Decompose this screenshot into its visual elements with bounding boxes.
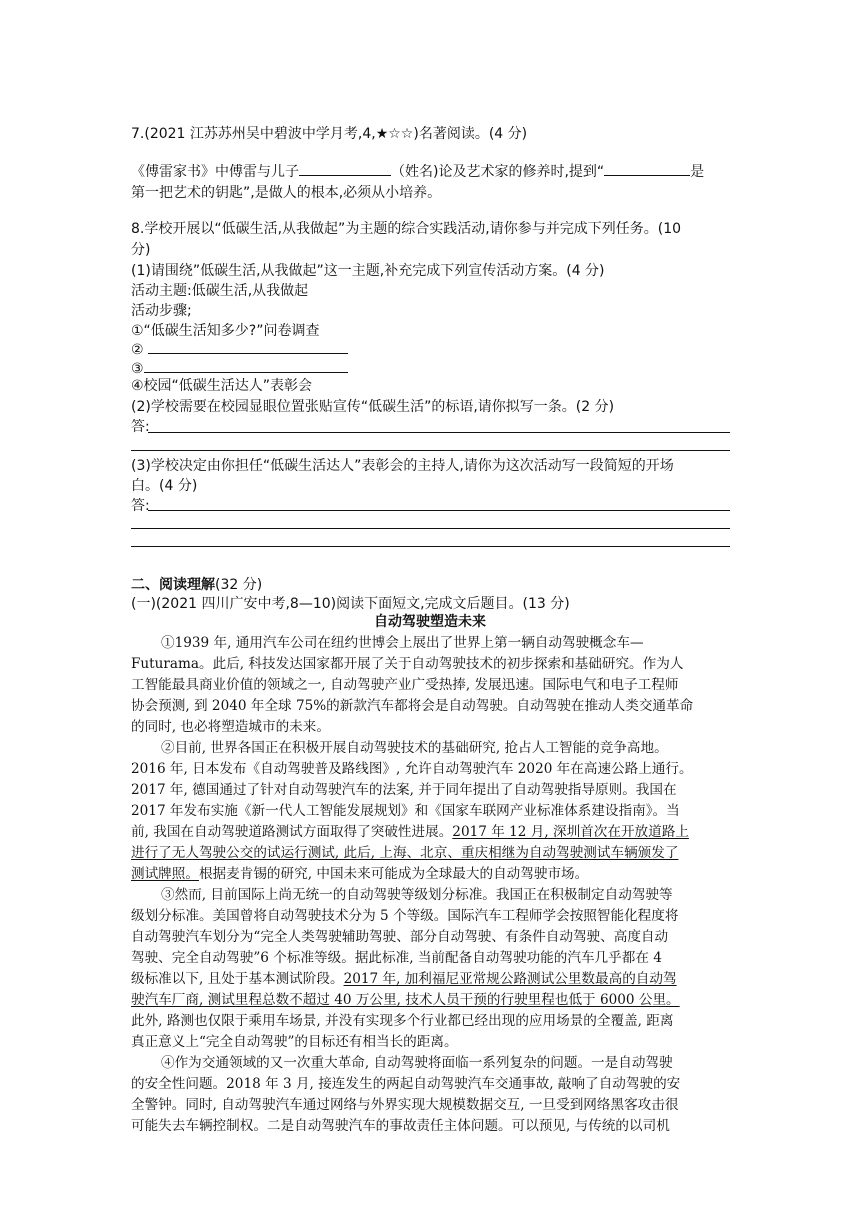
q8-steps-label: 活动步骤; xyxy=(131,303,192,319)
p3-line-4: 驾驶、完全自动驾驶”6 个标准等级。据此标准, 当前配备自动驾驶功能的汽车几乎都在 4 xyxy=(131,950,662,966)
p2-line-5-underlined: 2017 年 12 月, 深圳首次在开放道路上 xyxy=(452,824,689,840)
q8-step-3-label: ③ xyxy=(131,361,144,377)
p1-line-4: 协会预测, 到 2040 年全球 75%的新款汽车都将会是自动驾驶。自动驾驶在推动人类交通革命 xyxy=(131,698,694,714)
q7-line-1 xyxy=(131,161,704,182)
q8-heading-1: 8.学校开展以“低碳生活,从我做起”为主题的综合实践活动,请你参与并完成下列任务。(10 xyxy=(131,221,682,237)
p2-line-7-underlined: 测试牌照。 xyxy=(131,866,199,882)
q7-heading: 7.(2021 江苏苏州吴中碧波中学月考,4,★☆☆)名著阅读。(4 分) xyxy=(131,126,528,142)
q8-answer-2-line-2 xyxy=(131,528,730,529)
p4-line-3: 全警钟。同时, 自动驾驶汽车通过网络与外界实现大规模数据交互, 一旦受到网络黑客攻击很 xyxy=(131,1097,679,1113)
q8-answer-2-label: 答: xyxy=(131,498,150,514)
section-2-score: (32 分) xyxy=(215,577,263,593)
q8-step-2-label: ② xyxy=(131,342,144,358)
q7-blank-name xyxy=(299,161,391,176)
p2-line-3: 2017 年, 德国通过了针对自动驾驶汽车的法案, 并于同年提出了自动驾驶指导原则。我国在 xyxy=(131,782,677,798)
p3-line-5-text: 级标准以下, 且处于基本测试阶段。 xyxy=(131,971,344,987)
q8-step-3-blank xyxy=(144,358,348,373)
p3-line-2: 级划分标准。美国曾将自动驾驶技术分为 5 个等级。国际汽车工程师学会按照智能化程度将 xyxy=(131,908,679,924)
p3-line-3: 自动驾驶汽车划分为“完全人类驾驶辅助驾驶、部分自动驾驶、有条件自动驾驶、高度自动 xyxy=(131,929,669,945)
q8-part-2: (2)学校需要在校园显眼位置张贴宣传“低碳生活”的标语,请你拟写一条。(2 分) xyxy=(131,399,615,415)
p1-line-3: 工智能最具商业价值的领域之一, 自动驾驶产业广受热捧, 发展迅速。国际电气和电子工程师 xyxy=(131,677,679,693)
q8-step-4: ④校园“低碳生活达人”表彰会 xyxy=(131,378,313,394)
p3-line-8: 真正意义上“完全自动驾驶”的目标还有相当长的距离。 xyxy=(131,1034,458,1050)
q8-step-2 xyxy=(131,339,348,360)
q8-answer-1-label: 答: xyxy=(131,419,150,435)
q8-answer-1-line-1 xyxy=(148,432,730,433)
p1-line-5: 的同时, 也必将塑造城市的未来。 xyxy=(131,719,330,735)
q8-heading-2: 分) xyxy=(131,242,151,258)
section-2-heading xyxy=(131,575,262,595)
p4-line-2: 的安全性问题。2018 年 3 月, 接连发生的两起自动驾驶汽车交通事故, 敲响了自动驾驶的安 xyxy=(131,1076,681,1092)
section-2-title: 二、阅读理解 xyxy=(131,577,215,593)
p2-line-7 xyxy=(131,864,588,884)
q8-part-3-b: 白。(4 分) xyxy=(131,478,198,494)
q8-theme: 活动主题:低碳生活,从我做起 xyxy=(131,283,309,299)
p2-line-2: 2016 年, 日本发布《自动驾驶普及路线图》, 允许自动驾驶汽车 2020 年在高速公路上通行。 xyxy=(131,761,693,777)
p3-line-1: ③然而, 目前国际上尚无统一的自动驾驶等级划分标准。我国正在积极制定自动驾驶等 xyxy=(161,887,673,903)
p1-line-2: Futurama。此后, 科技发达国家都开展了关于自动驾驶技术的初步探索和基础研究。作为人 xyxy=(131,656,684,672)
p2-line-4: 2017 年发布实施《新一代人工智能发展规划》和《国家车联网产业标准体系建设指南》。当 xyxy=(131,803,680,819)
q7-text-a: 《傅雷家书》中傅雷与儿子 xyxy=(131,164,299,180)
p3-line-5-underlined: 2017 年, 加利福尼亚常规公路测试公里数最高的自动驾 xyxy=(343,971,677,987)
q8-step-1: ①“低碳生活知多少?”问卷调查 xyxy=(131,323,320,339)
p1-line-1: ①1939 年, 通用汽车公司在纽约世博会上展出了世界上第一辆自动驾驶概念车— xyxy=(161,635,644,651)
p2-line-1: ②目前, 世界各国正在积极开展自动驾驶技术的基础研究, 抢占人工智能的竞争高地。 xyxy=(161,740,668,756)
p2-line-6: 进行了无人驾驶公交的试运行测试, 此后, 上海、北京、重庆相继为自动驾驶测试车辆颁发了 xyxy=(131,845,679,861)
p3-line-6: 驶汽车厂商, 测试里程总数不超过 40 万公里, 技术人员干预的行驶里程也低于 6000 公里。 xyxy=(131,992,680,1008)
q8-answer-2-line-3 xyxy=(131,546,730,547)
q7-text-c: 是 xyxy=(690,164,705,180)
p3-line-5 xyxy=(131,969,677,989)
p4-line-4: 可能失去车辆控制权。二是自动驾驶汽车的事故责任主体问题。可以预见, 与传统的以司机 xyxy=(131,1118,670,1134)
q8-part-3-a: (3)学校决定由你担任“低碳生活达人”表彰会的主持人,请你为这次活动写一段简短的开场 xyxy=(131,458,674,474)
p4-line-1: ④作为交通领域的又一次重大革命, 自动驾驶将面临一系列复杂的问题。一是自动驾驶 xyxy=(161,1055,673,1071)
q8-answer-2-line-1 xyxy=(148,510,730,511)
section-2-sub: (一)(2021 四川广安中考,8—10)阅读下面短文,完成文后题目。(13 分) xyxy=(131,596,570,612)
q8-step-2-blank xyxy=(148,339,348,354)
q8-part-1: (1)请围绕”低碳生活,从我做起”这一主题,补充完成下列宣传活动方案。(4 分) xyxy=(131,263,605,279)
q7-line-2: 第一把艺术的钥匙”,是做人的根本,必须从小培养。 xyxy=(131,185,442,201)
p2-line-5 xyxy=(131,822,689,842)
article-title: 自动驾驶塑造未来 xyxy=(374,614,486,630)
p2-line-7-text: 根据麦肯锡的研究, 中国未来可能成为全球最大的自动驾驶市场。 xyxy=(198,866,589,882)
p3-line-7: 此外, 路测也仅限于乘用车场景, 并没有实现多个行业都已经出现的应用场景的全覆盖, 距离 xyxy=(131,1013,674,1029)
q7-blank-key xyxy=(604,161,690,176)
q8-answer-1-line-2 xyxy=(131,450,730,451)
p2-line-5-text: 前, 我国在自动驾驶道路测试方面取得了突破性进展。 xyxy=(131,824,453,840)
q7-text-b: （姓名)论及艺术家的修养时,提到“ xyxy=(391,164,605,180)
